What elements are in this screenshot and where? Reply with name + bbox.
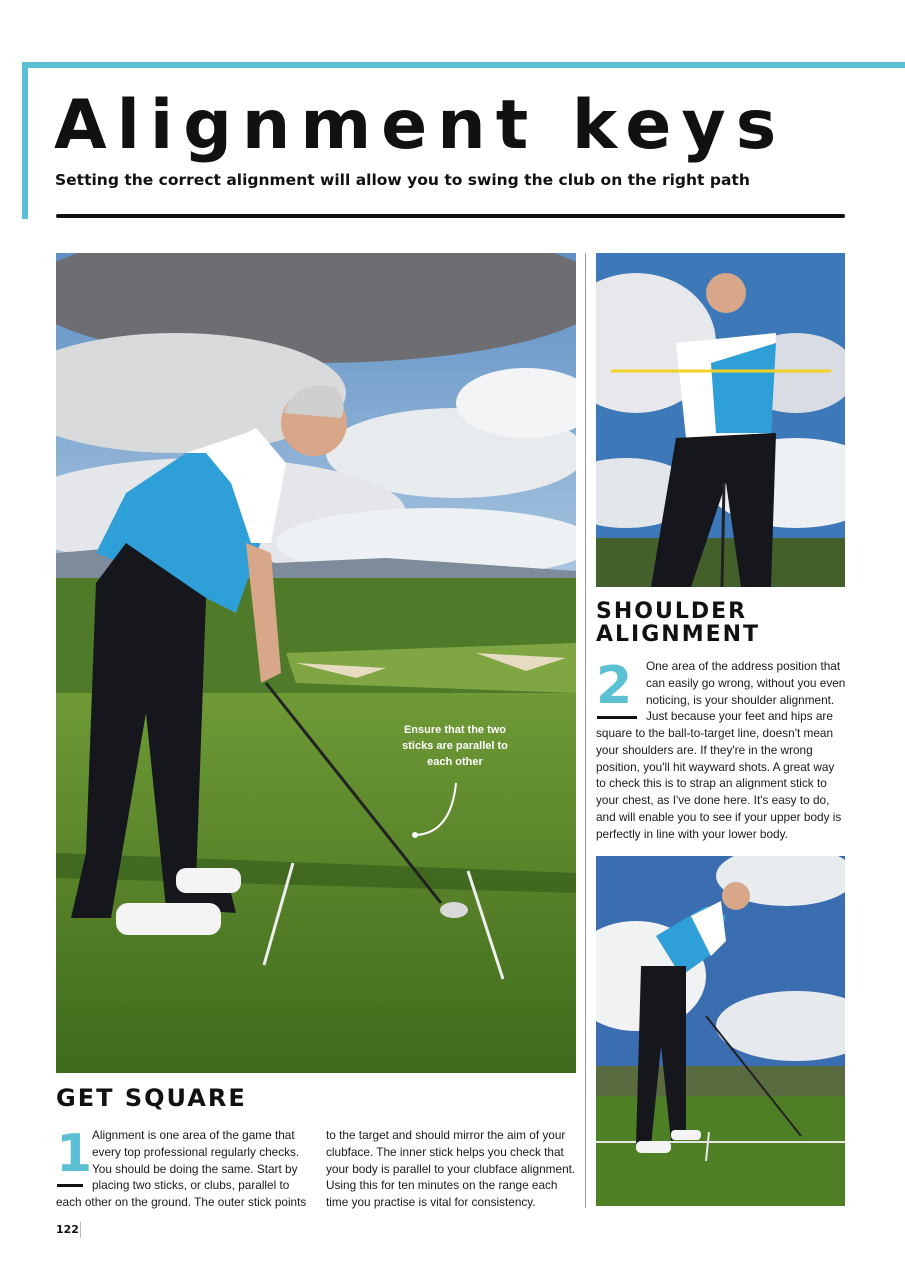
text-line: One area of the address position that [646, 659, 841, 673]
accent-frame-top [22, 62, 905, 68]
main-photo-golfer-address [56, 253, 576, 1073]
text-line: square to the ball-to-target line, doesn't mean [596, 726, 834, 740]
text-line: to the target and should mirror the aim of your [326, 1128, 566, 1142]
text-line: You should be doing the same. Start by [92, 1161, 298, 1176]
text-line: each other on the ground. The outer stick points [56, 1195, 307, 1209]
text-line: clubface. The inner stick helps you check that [326, 1144, 564, 1159]
section-heading-get-square: GET SQUARE [56, 1084, 247, 1112]
section-heading-shoulder-alignment: SHOULDER ALIGNMENT [596, 599, 761, 647]
shoulder-stick-photo [596, 253, 845, 587]
text-line: to check this is to strap an alignment stick to [596, 776, 827, 791]
header-rule [56, 214, 845, 218]
step-number-underline [597, 716, 637, 719]
text-line: can easily go wrong, without you even [646, 675, 846, 690]
text-line: your shoulders are. If they're in the wrong [596, 742, 813, 757]
get-square-paragraph-intro [92, 1127, 317, 1194]
main-photo-illustration [56, 253, 576, 1073]
text-line: noticing, is your shoulder alignment. [646, 692, 835, 707]
side-photo-illustration [596, 856, 845, 1206]
accent-frame-left [22, 62, 28, 219]
text-line: Alignment is one area of the game that [92, 1128, 295, 1142]
text-line: and will enable you to see if your upper body is [596, 809, 842, 824]
page-title: Alignment keys [54, 86, 787, 165]
text-line: your chest, as I've done here. It's easy to do, [596, 793, 830, 808]
shoulder-paragraph-body [596, 725, 851, 843]
get-square-paragraph-col2 [326, 1127, 581, 1211]
shoulder-photo-illustration [596, 253, 845, 587]
text-line: time you practise is vital for consistency. [326, 1195, 536, 1210]
text-line: every top professional regularly checks. [92, 1144, 300, 1159]
get-square-paragraph-cont [56, 1194, 326, 1211]
text-line: position, you'll hit wayward shots. A great way [596, 759, 835, 774]
text-line: Just because your feet and hips are [646, 709, 833, 724]
text-line: placing two sticks, or clubs, parallel to [92, 1178, 290, 1193]
step-number-1: 1 [56, 1124, 93, 1184]
page-number-divider [80, 1222, 81, 1238]
address-side-view-photo [596, 856, 845, 1206]
text-line: your body is parallel to your clubface alignment. [326, 1161, 576, 1176]
page-subtitle: Setting the correct alignment will allow you to swing the club on the right path [55, 171, 750, 189]
step-number-2: 2 [596, 656, 633, 716]
text-line: perfectly in line with your lower body. [596, 826, 788, 841]
text-line: Using this for ten minutes on the range each [326, 1178, 558, 1193]
step-number-underline [57, 1184, 83, 1187]
column-divider [585, 253, 586, 1208]
page-number: 122 [56, 1223, 79, 1236]
shoulder-paragraph-intro [646, 658, 851, 725]
photo-caption: Ensure that the two sticks are parallel to each other [402, 724, 508, 768]
